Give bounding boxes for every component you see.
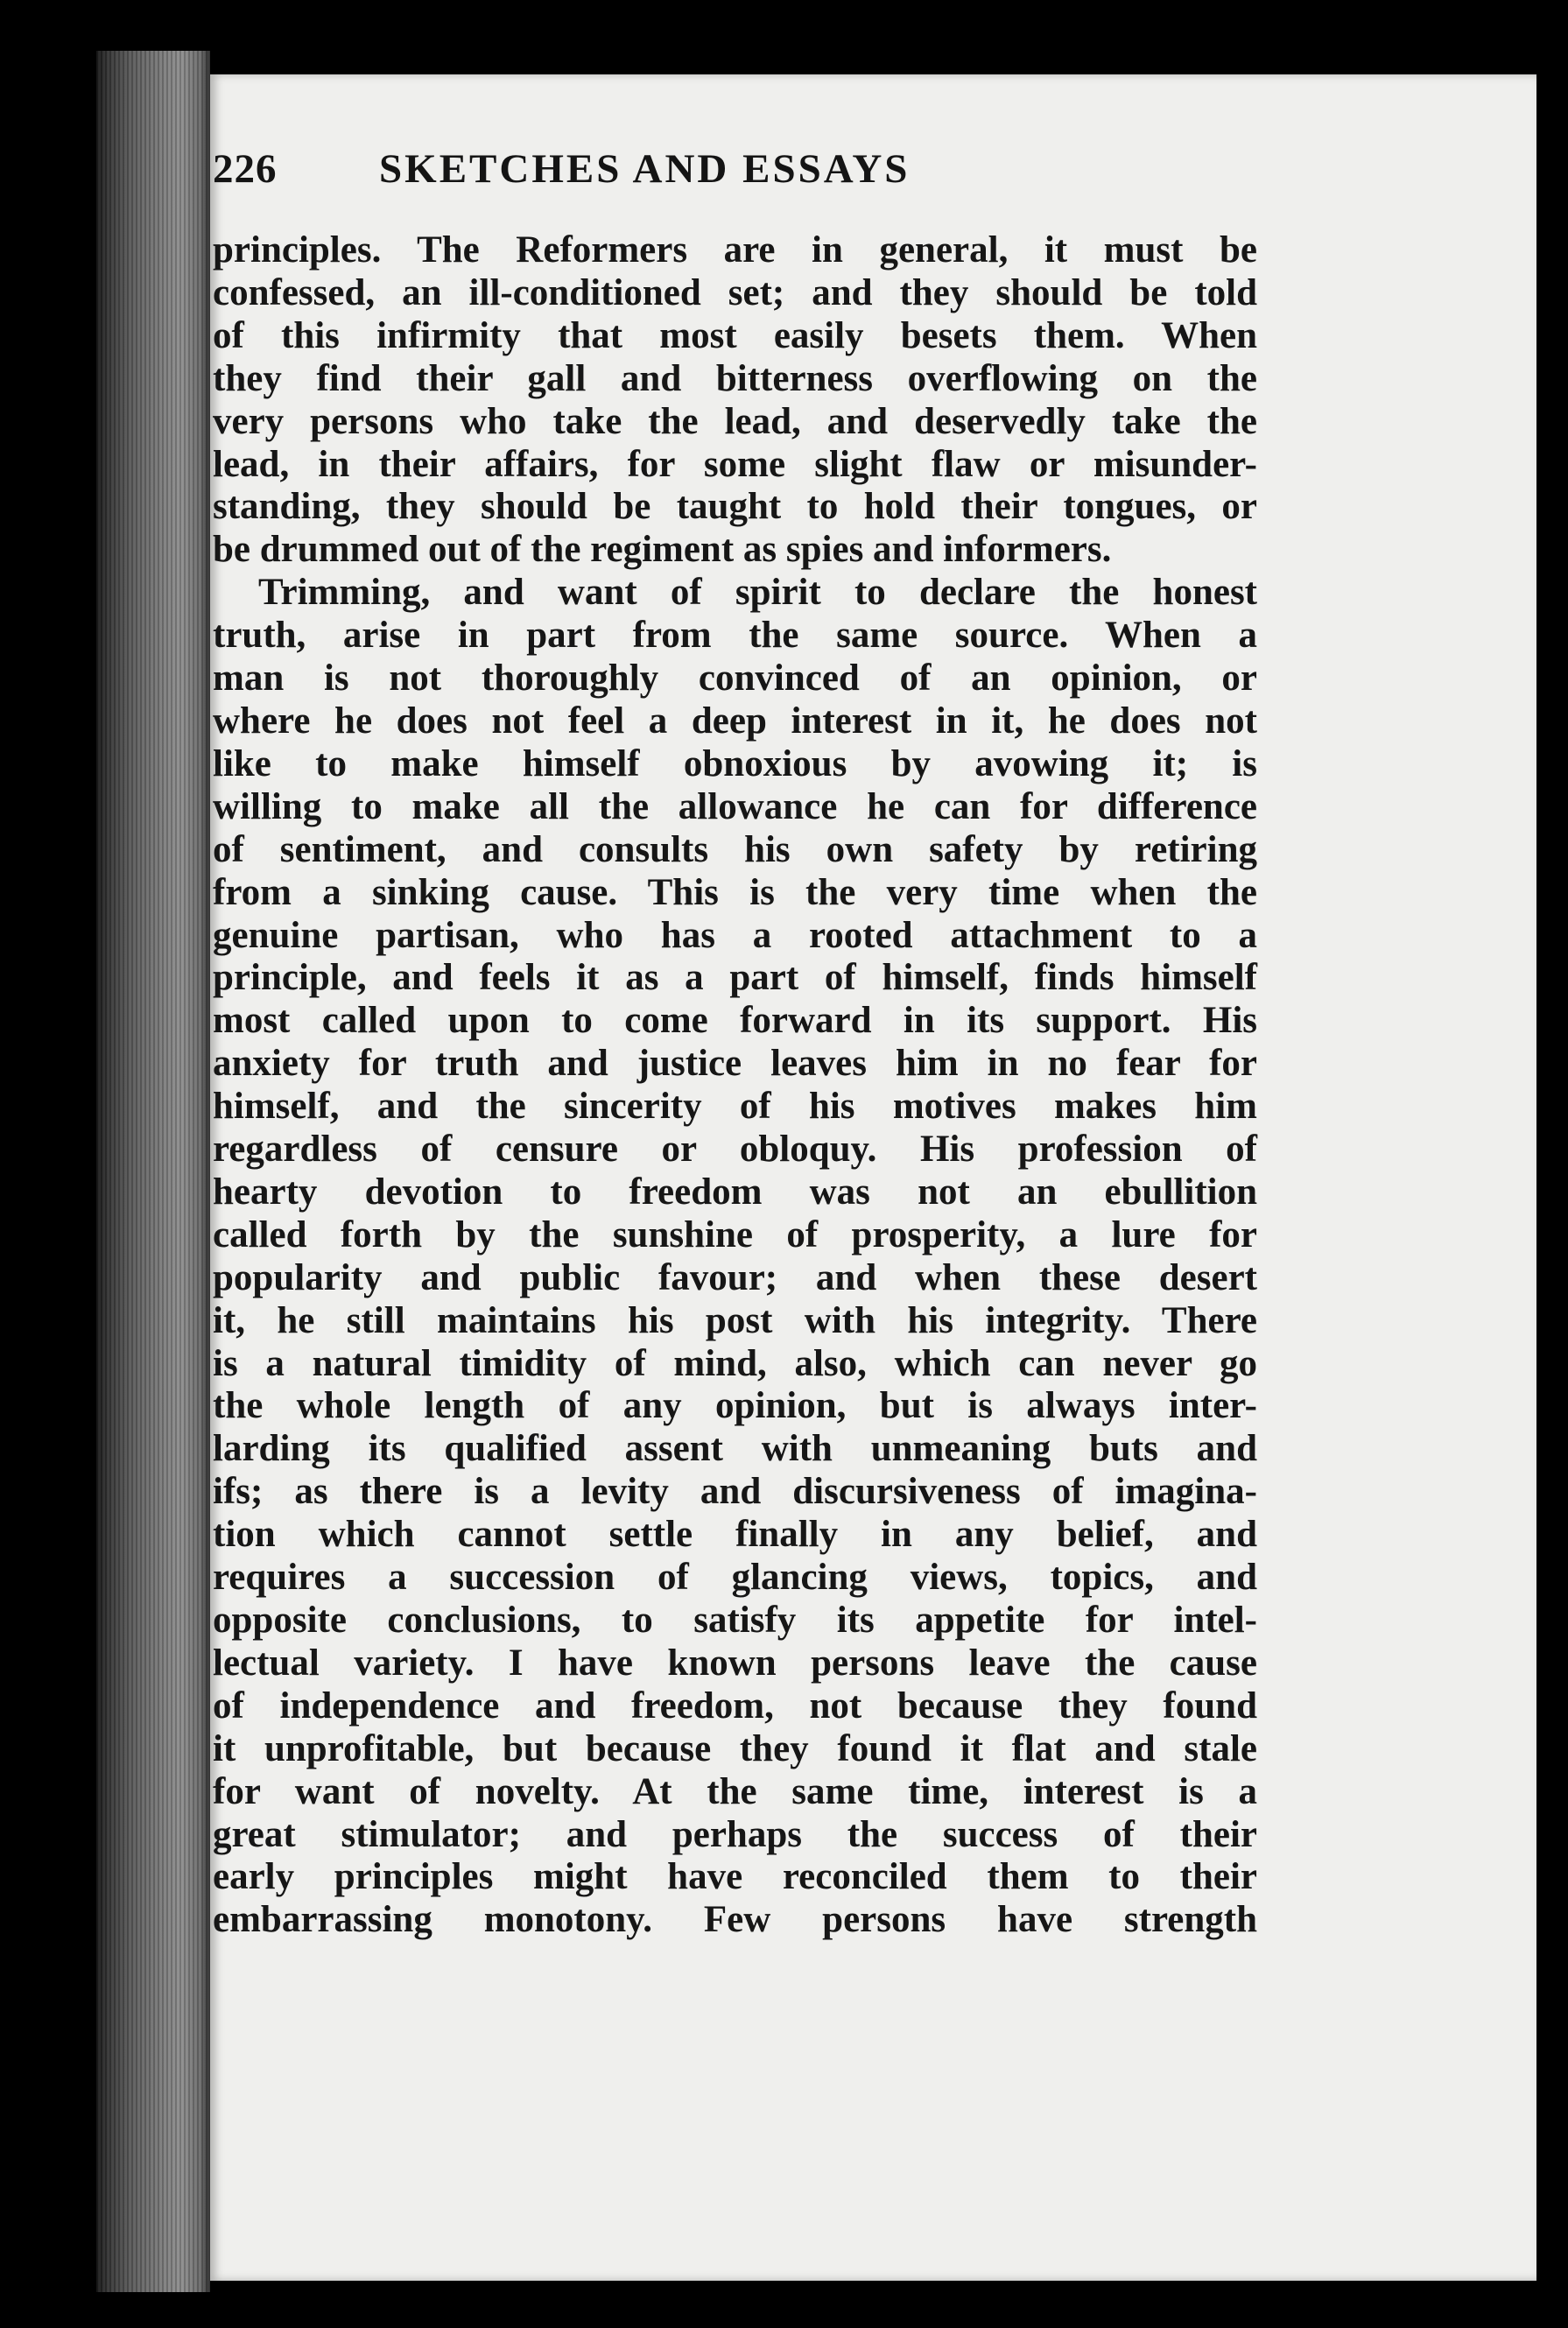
paragraph-first-line: Trimming, and want of spirit to declare the honest xyxy=(258,572,1257,614)
body-text xyxy=(213,229,1257,1942)
text-line: where he does not feel a deep interest in it, he does not xyxy=(213,700,1257,742)
text-line: it, he still maintains his post with his integrity. There xyxy=(213,1299,1257,1341)
text-line: they find their gall and bitterness overflowing on the xyxy=(213,357,1257,399)
text-line: lead, in their affairs, for some slight flaw or misunder- xyxy=(213,443,1257,485)
running-title: SKETCHES AND ESSAYS xyxy=(379,146,911,192)
text-line: ifs; as there is a levity and discursiveness of imagina- xyxy=(213,1471,1257,1513)
text-line: opposite conclusions, to satisfy its appetite for intel- xyxy=(213,1600,1257,1641)
text-line: from a sinking cause. This is the very time when the xyxy=(213,871,1257,913)
text-line: called forth by the sunshine of prosperity, a lure for xyxy=(213,1213,1257,1255)
text-line: principles. The Reformers are in general, it must be xyxy=(213,229,1257,271)
text-line: himself, and the sincerity of his motives makes him xyxy=(213,1086,1257,1128)
text-line: larding its qualified assent with unmeaning buts and xyxy=(213,1428,1257,1470)
text-line: man is not thoroughly convinced of an opinion, or xyxy=(213,658,1257,700)
book-spine-edge xyxy=(96,51,210,2292)
text-line: confessed, an ill-conditioned set; and they should be told xyxy=(213,271,1257,313)
text-line: genuine partisan, who has a rooted attachment to a xyxy=(213,914,1257,956)
text-line: it unprofitable, but because they found it flat and stale xyxy=(213,1727,1257,1769)
text-line: popularity and public favour; and when these desert xyxy=(213,1256,1257,1298)
text-line: most called upon to come forward in its support. His xyxy=(213,1000,1257,1042)
page-number: 226 xyxy=(213,146,278,192)
text-line: tion which cannot settle finally in any belief, and xyxy=(213,1514,1257,1556)
text-line: very persons who take the lead, and deservedly take the xyxy=(213,400,1257,442)
text-line: lectual variety. I have known persons leave the cause xyxy=(213,1642,1257,1684)
text-line: anxiety for truth and justice leaves him in no fear for xyxy=(213,1043,1257,1085)
text-line: be drummed out of the regiment as spies and informers. xyxy=(213,529,1112,571)
page-header xyxy=(213,145,1106,207)
text-line: the whole length of any opinion, but is always inter- xyxy=(213,1385,1257,1427)
text-line: of sentiment, and consults his own safety by retiring xyxy=(213,828,1257,870)
text-line: principle, and feels it as a part of himself, finds himself xyxy=(213,957,1257,999)
text-line: truth, arise in part from the same source. When a xyxy=(213,615,1257,657)
text-line: great stimulator; and perhaps the success of their xyxy=(213,1813,1257,1855)
text-line: early principles might have reconciled them to their xyxy=(213,1856,1257,1898)
text-line: willing to make all the allowance he can for difference xyxy=(213,785,1257,827)
text-line: standing, they should be taught to hold their tongues, or xyxy=(213,486,1257,528)
text-line: like to make himself obnoxious by avowing it; is xyxy=(213,742,1257,784)
text-line: for want of novelty. At the same time, interest is a xyxy=(213,1770,1257,1812)
text-line: regardless of censure or obloquy. His profession of xyxy=(213,1129,1257,1171)
text-line: requires a succession of glancing views, topics, and xyxy=(213,1557,1257,1599)
text-line: of independence and freedom, not because they found xyxy=(213,1684,1257,1727)
text-line: of this infirmity that most easily besets them. When xyxy=(213,314,1257,356)
text-line: embarrassing monotony. Few persons have strength xyxy=(213,1899,1257,1941)
text-line: hearty devotion to freedom was not an ebullition xyxy=(213,1171,1257,1213)
text-line: is a natural timidity of mind, also, which can never go xyxy=(213,1342,1257,1384)
